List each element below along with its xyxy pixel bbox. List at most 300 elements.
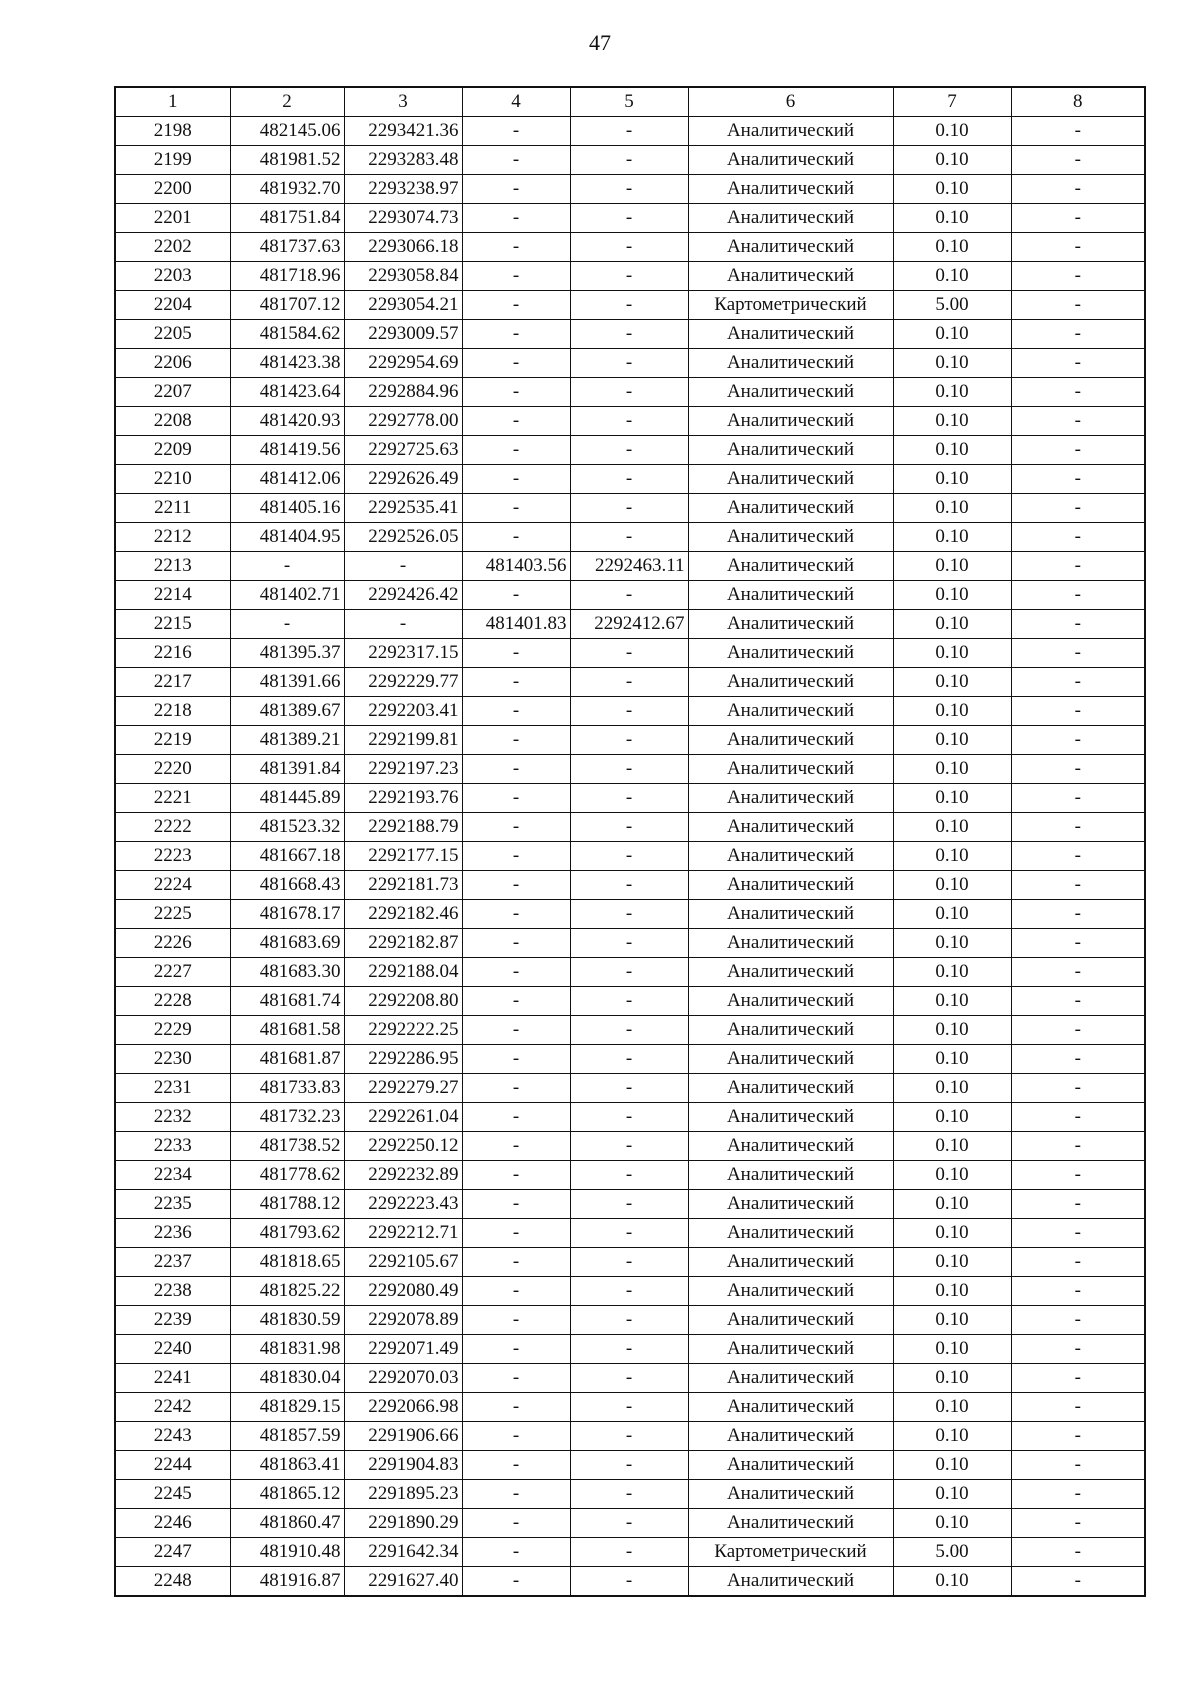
cell-point-number: 2213 [115,552,230,581]
cell-y-coordinate-alt: - [570,871,688,900]
cell-y-coordinate: 2292181.73 [344,871,462,900]
cell-accuracy: 0.10 [893,204,1011,233]
cell-accuracy: 0.10 [893,842,1011,871]
cell-point-number: 2238 [115,1277,230,1306]
cell-y-coordinate-alt: - [570,639,688,668]
cell-x-coordinate: 481389.21 [230,726,344,755]
cell-y-coordinate-alt: - [570,523,688,552]
cell-point-number: 2216 [115,639,230,668]
cell-y-coordinate: 2293066.18 [344,233,462,262]
cell-note: - [1011,697,1145,726]
table-row [115,697,1145,726]
table-row [115,929,1145,958]
cell-x-coordinate: 481830.59 [230,1306,344,1335]
cell-point-number: 2225 [115,900,230,929]
cell-point-number: 2206 [115,349,230,378]
cell-x-coordinate-alt: - [462,581,570,610]
cell-note: - [1011,175,1145,204]
cell-accuracy: 0.10 [893,726,1011,755]
cell-accuracy: 0.10 [893,465,1011,494]
cell-point-number: 2247 [115,1538,230,1567]
cell-method: Аналитический [688,465,893,494]
cell-point-number: 2232 [115,1103,230,1132]
table-row [115,465,1145,494]
cell-method: Аналитический [688,871,893,900]
cell-y-coordinate-alt: - [570,726,688,755]
cell-method: Аналитический [688,697,893,726]
cell-accuracy: 0.10 [893,871,1011,900]
cell-x-coordinate-alt: - [462,1190,570,1219]
cell-y-coordinate-alt: - [570,1364,688,1393]
cell-x-coordinate-alt: - [462,407,570,436]
cell-y-coordinate: 2292193.76 [344,784,462,813]
cell-y-coordinate: 2291895.23 [344,1480,462,1509]
cell-accuracy: 0.10 [893,784,1011,813]
table-row [115,407,1145,436]
cell-y-coordinate: 2293054.21 [344,291,462,320]
cell-point-number: 2242 [115,1393,230,1422]
cell-method: Аналитический [688,813,893,842]
table-row [115,1364,1145,1393]
cell-method: Аналитический [688,784,893,813]
cell-method: Аналитический [688,900,893,929]
cell-point-number: 2236 [115,1219,230,1248]
cell-x-coordinate: 481681.58 [230,1016,344,1045]
cell-y-coordinate-alt: - [570,1277,688,1306]
cell-y-coordinate: 2292066.98 [344,1393,462,1422]
cell-x-coordinate-alt: - [462,1567,570,1597]
cell-y-coordinate: 2292105.67 [344,1248,462,1277]
cell-note: - [1011,1393,1145,1422]
cell-x-coordinate-alt: - [462,842,570,871]
cell-point-number: 2235 [115,1190,230,1219]
cell-note: - [1011,1045,1145,1074]
cell-point-number: 2214 [115,581,230,610]
cell-point-number: 2202 [115,233,230,262]
cell-x-coordinate: 481412.06 [230,465,344,494]
cell-note: - [1011,755,1145,784]
table-row [115,1422,1145,1451]
cell-point-number: 2244 [115,1451,230,1480]
cell-x-coordinate-alt: - [462,1538,570,1567]
cell-x-coordinate-alt: - [462,523,570,552]
cell-accuracy: 0.10 [893,146,1011,175]
cell-x-coordinate-alt: - [462,900,570,929]
cell-point-number: 2234 [115,1161,230,1190]
cell-y-coordinate-alt: - [570,1045,688,1074]
cell-y-coordinate: 2292279.27 [344,1074,462,1103]
table-row [115,1161,1145,1190]
cell-y-coordinate-alt: - [570,697,688,726]
cell-y-coordinate-alt: - [570,1016,688,1045]
cell-x-coordinate-alt: - [462,1103,570,1132]
cell-note: - [1011,465,1145,494]
cell-accuracy: 0.10 [893,1509,1011,1538]
cell-point-number: 2237 [115,1248,230,1277]
cell-note: - [1011,958,1145,987]
table-row [115,1103,1145,1132]
cell-x-coordinate-alt: - [462,1335,570,1364]
cell-method: Аналитический [688,842,893,871]
cell-method: Аналитический [688,378,893,407]
table-row [115,1306,1145,1335]
cell-x-coordinate: 481825.22 [230,1277,344,1306]
cell-y-coordinate-alt: - [570,581,688,610]
cell-x-coordinate-alt: - [462,146,570,175]
cell-accuracy: 0.10 [893,262,1011,291]
cell-x-coordinate-alt: - [462,1219,570,1248]
cell-point-number: 2201 [115,204,230,233]
cell-note: - [1011,1509,1145,1538]
cell-y-coordinate: - [344,552,462,581]
cell-point-number: 2219 [115,726,230,755]
cell-note: - [1011,1422,1145,1451]
cell-x-coordinate-alt: - [462,1306,570,1335]
cell-y-coordinate-alt: - [570,1103,688,1132]
cell-note: - [1011,1219,1145,1248]
cell-y-coordinate-alt: - [570,1074,688,1103]
cell-x-coordinate: 481683.69 [230,929,344,958]
cell-y-coordinate: 2292250.12 [344,1132,462,1161]
cell-x-coordinate: 481391.84 [230,755,344,784]
cell-x-coordinate: 481668.43 [230,871,344,900]
cell-point-number: 2229 [115,1016,230,1045]
cell-point-number: 2209 [115,436,230,465]
cell-point-number: 2222 [115,813,230,842]
cell-y-coordinate-alt: - [570,349,688,378]
cell-accuracy: 0.10 [893,407,1011,436]
cell-x-coordinate-alt: - [462,1045,570,1074]
cell-y-coordinate: 2292070.03 [344,1364,462,1393]
cell-x-coordinate: 481423.38 [230,349,344,378]
cell-note: - [1011,871,1145,900]
cell-method: Аналитический [688,1364,893,1393]
cell-x-coordinate-alt: - [462,494,570,523]
cell-x-coordinate-alt: - [462,726,570,755]
cell-method: Аналитический [688,1422,893,1451]
cell-note: - [1011,900,1145,929]
cell-x-coordinate-alt: - [462,1016,570,1045]
cell-y-coordinate-alt: - [570,1161,688,1190]
cell-y-coordinate: 2291906.66 [344,1422,462,1451]
cell-method: Аналитический [688,755,893,784]
cell-method: Картометрический [688,291,893,320]
cell-note: - [1011,1161,1145,1190]
cell-x-coordinate: 481860.47 [230,1509,344,1538]
cell-note: - [1011,204,1145,233]
cell-note: - [1011,1567,1145,1597]
cell-note: - [1011,1451,1145,1480]
cell-method: Аналитический [688,1103,893,1132]
cell-method: Аналитический [688,320,893,349]
cell-accuracy: 0.10 [893,1567,1011,1597]
cell-x-coordinate-alt: - [462,175,570,204]
cell-y-coordinate-alt: - [570,436,688,465]
cell-point-number: 2233 [115,1132,230,1161]
cell-x-coordinate: 481751.84 [230,204,344,233]
cell-accuracy: 0.10 [893,929,1011,958]
cell-y-coordinate-alt: - [570,204,688,233]
cell-y-coordinate: 2292080.49 [344,1277,462,1306]
table-header-row [115,87,1145,117]
cell-accuracy: 0.10 [893,1335,1011,1364]
cell-x-coordinate: 481391.66 [230,668,344,697]
cell-point-number: 2199 [115,146,230,175]
column-header-7: 7 [893,87,1011,117]
cell-accuracy: 0.10 [893,1103,1011,1132]
cell-point-number: 2230 [115,1045,230,1074]
table-row [115,900,1145,929]
cell-accuracy: 5.00 [893,291,1011,320]
cell-y-coordinate-alt: - [570,291,688,320]
cell-accuracy: 0.10 [893,813,1011,842]
cell-x-coordinate: 481683.30 [230,958,344,987]
cell-x-coordinate: 481584.62 [230,320,344,349]
cell-y-coordinate-alt: - [570,146,688,175]
cell-x-coordinate: 481863.41 [230,1451,344,1480]
cell-y-coordinate-alt: - [570,1132,688,1161]
cell-point-number: 2224 [115,871,230,900]
cell-x-coordinate: 481733.83 [230,1074,344,1103]
cell-x-coordinate-alt: - [462,117,570,146]
cell-x-coordinate-alt: - [462,1393,570,1422]
cell-x-coordinate-alt: - [462,1277,570,1306]
table-row [115,1190,1145,1219]
cell-accuracy: 5.00 [893,1538,1011,1567]
cell-y-coordinate: 2292071.49 [344,1335,462,1364]
cell-method: Аналитический [688,1335,893,1364]
cell-method: Аналитический [688,1132,893,1161]
page-number: 47 [589,30,611,55]
cell-x-coordinate: 481395.37 [230,639,344,668]
cell-x-coordinate: - [230,610,344,639]
cell-accuracy: 0.10 [893,1074,1011,1103]
cell-y-coordinate-alt: - [570,117,688,146]
cell-accuracy: 0.10 [893,987,1011,1016]
cell-point-number: 2223 [115,842,230,871]
cell-y-coordinate-alt: - [570,262,688,291]
cell-method: Аналитический [688,726,893,755]
table-row [115,1277,1145,1306]
cell-accuracy: 0.10 [893,1132,1011,1161]
cell-note: - [1011,813,1145,842]
cell-method: Аналитический [688,987,893,1016]
cell-note: - [1011,1277,1145,1306]
cell-y-coordinate: 2292725.63 [344,436,462,465]
cell-method: Аналитический [688,1161,893,1190]
table-row [115,175,1145,204]
cell-x-coordinate-alt: - [462,1074,570,1103]
cell-note: - [1011,233,1145,262]
cell-y-coordinate: 2291890.29 [344,1509,462,1538]
cell-point-number: 2240 [115,1335,230,1364]
cell-note: - [1011,784,1145,813]
table-row [115,639,1145,668]
cell-method: Аналитический [688,175,893,204]
cell-x-coordinate-alt: - [462,1451,570,1480]
cell-method: Аналитический [688,1074,893,1103]
cell-note: - [1011,291,1145,320]
cell-x-coordinate: 481793.62 [230,1219,344,1248]
cell-point-number: 2198 [115,117,230,146]
table-row [115,552,1145,581]
cell-x-coordinate: 481818.65 [230,1248,344,1277]
cell-x-coordinate: 481738.52 [230,1132,344,1161]
cell-x-coordinate: 481419.56 [230,436,344,465]
cell-y-coordinate-alt: - [570,958,688,987]
cell-y-coordinate-alt: - [570,813,688,842]
cell-point-number: 2243 [115,1422,230,1451]
cell-y-coordinate: 2291904.83 [344,1451,462,1480]
cell-y-coordinate-alt: - [570,465,688,494]
cell-x-coordinate: 481404.95 [230,523,344,552]
cell-point-number: 2228 [115,987,230,1016]
cell-note: - [1011,1248,1145,1277]
cell-y-coordinate-alt: - [570,494,688,523]
cell-method: Аналитический [688,204,893,233]
table-row [115,262,1145,291]
cell-x-coordinate: 481857.59 [230,1422,344,1451]
cell-method: Аналитический [688,1567,893,1597]
cell-y-coordinate-alt: - [570,1306,688,1335]
cell-accuracy: 0.10 [893,581,1011,610]
cell-x-coordinate-alt: - [462,697,570,726]
cell-accuracy: 0.10 [893,552,1011,581]
cell-note: - [1011,407,1145,436]
cell-x-coordinate: 481423.64 [230,378,344,407]
cell-method: Аналитический [688,494,893,523]
cell-y-coordinate: 2292626.49 [344,465,462,494]
cell-y-coordinate: 2291642.34 [344,1538,462,1567]
cell-note: - [1011,262,1145,291]
cell-note: - [1011,552,1145,581]
cell-accuracy: 0.10 [893,958,1011,987]
cell-x-coordinate: 481830.04 [230,1364,344,1393]
cell-method: Аналитический [688,146,893,175]
cell-y-coordinate: 2292535.41 [344,494,462,523]
table-row [115,523,1145,552]
table-row [115,1451,1145,1480]
cell-x-coordinate: 481667.18 [230,842,344,871]
cell-x-coordinate: 481405.16 [230,494,344,523]
column-header-6: 6 [688,87,893,117]
cell-x-coordinate-alt: - [462,436,570,465]
table-row [115,726,1145,755]
cell-y-coordinate: 2292182.87 [344,929,462,958]
cell-y-coordinate: 2293421.36 [344,117,462,146]
cell-x-coordinate: 481389.67 [230,697,344,726]
table-row [115,610,1145,639]
cell-note: - [1011,1364,1145,1393]
cell-accuracy: 0.10 [893,639,1011,668]
cell-x-coordinate-alt: 481401.83 [462,610,570,639]
cell-method: Аналитический [688,1045,893,1074]
table-row [115,1567,1145,1597]
cell-x-coordinate-alt: - [462,233,570,262]
cell-x-coordinate-alt: - [462,1480,570,1509]
table-row [115,1393,1145,1422]
cell-accuracy: 0.10 [893,1161,1011,1190]
cell-x-coordinate: 481932.70 [230,175,344,204]
table-body [115,117,1145,1597]
cell-point-number: 2205 [115,320,230,349]
table-row [115,813,1145,842]
cell-method: Аналитический [688,1190,893,1219]
cell-point-number: 2241 [115,1364,230,1393]
cell-y-coordinate-alt: 2292463.11 [570,552,688,581]
cell-y-coordinate: 2293238.97 [344,175,462,204]
cell-y-coordinate: 2292317.15 [344,639,462,668]
cell-y-coordinate: - [344,610,462,639]
cell-method: Аналитический [688,407,893,436]
cell-y-coordinate: 2292078.89 [344,1306,462,1335]
cell-point-number: 2218 [115,697,230,726]
cell-x-coordinate: 481678.17 [230,900,344,929]
cell-y-coordinate: 2292884.96 [344,378,462,407]
cell-y-coordinate-alt: - [570,1248,688,1277]
cell-note: - [1011,929,1145,958]
cell-y-coordinate-alt: - [570,233,688,262]
cell-y-coordinate-alt: - [570,378,688,407]
cell-x-coordinate: 481718.96 [230,262,344,291]
cell-note: - [1011,1538,1145,1567]
cell-x-coordinate: 481788.12 [230,1190,344,1219]
cell-x-coordinate: 481445.89 [230,784,344,813]
cell-accuracy: 0.10 [893,1190,1011,1219]
cell-x-coordinate-alt: 481403.56 [462,552,570,581]
cell-y-coordinate: 2292182.46 [344,900,462,929]
cell-method: Аналитический [688,1277,893,1306]
cell-note: - [1011,726,1145,755]
cell-x-coordinate-alt: - [462,813,570,842]
cell-method: Аналитический [688,639,893,668]
cell-y-coordinate-alt: - [570,1190,688,1219]
table-row [115,668,1145,697]
cell-y-coordinate: 2292261.04 [344,1103,462,1132]
cell-x-coordinate: 481420.93 [230,407,344,436]
cell-point-number: 2221 [115,784,230,813]
cell-y-coordinate-alt: - [570,755,688,784]
cell-point-number: 2210 [115,465,230,494]
cell-y-coordinate-alt: - [570,842,688,871]
cell-x-coordinate-alt: - [462,929,570,958]
cell-x-coordinate: 481402.71 [230,581,344,610]
cell-method: Аналитический [688,1393,893,1422]
cell-accuracy: 0.10 [893,436,1011,465]
cell-method: Аналитический [688,610,893,639]
cell-point-number: 2220 [115,755,230,784]
table-row [115,784,1145,813]
coordinates-table [114,86,1146,1597]
cell-y-coordinate-alt: - [570,175,688,204]
cell-accuracy: 0.10 [893,755,1011,784]
cell-x-coordinate-alt: - [462,262,570,291]
cell-accuracy: 0.10 [893,1422,1011,1451]
cell-y-coordinate-alt: 2292412.67 [570,610,688,639]
cell-y-coordinate: 2292954.69 [344,349,462,378]
cell-note: - [1011,1132,1145,1161]
cell-y-coordinate: 2292188.04 [344,958,462,987]
cell-y-coordinate: 2293058.84 [344,262,462,291]
cell-point-number: 2245 [115,1480,230,1509]
cell-point-number: 2246 [115,1509,230,1538]
cell-y-coordinate: 2293074.73 [344,204,462,233]
cell-accuracy: 0.10 [893,697,1011,726]
cell-note: - [1011,494,1145,523]
cell-point-number: 2248 [115,1567,230,1597]
table-row [115,1016,1145,1045]
cell-x-coordinate-alt: - [462,1248,570,1277]
